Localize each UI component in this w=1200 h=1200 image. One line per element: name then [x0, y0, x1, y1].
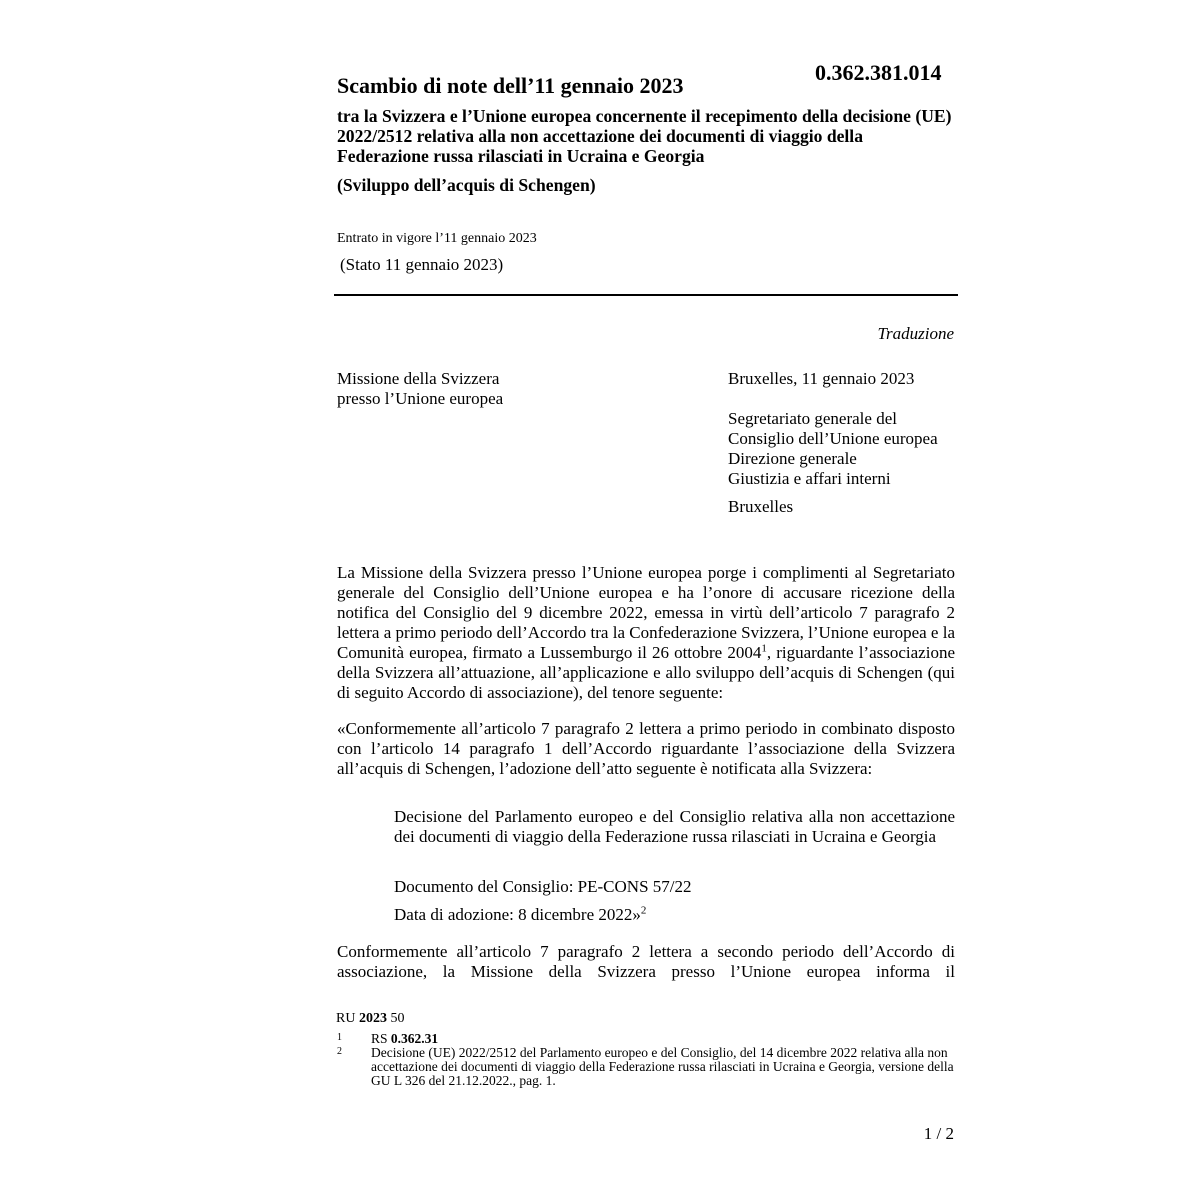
footnote-1 [337, 1032, 957, 1046]
footnotes [337, 1032, 957, 1088]
ru-year: 2023 [358, 1011, 387, 1026]
quoted-decision: Decisione del Parlamento europeo e del Consiglio relativa alla non accettazione dei documenti di viaggio della Federazione russa rilasciati in Ucraina e Georgia [394, 807, 955, 846]
recipient-line: Giustizia e affari interni [728, 469, 891, 488]
ru-page: 50 [390, 1011, 405, 1026]
paragraph-text: , riguardante l’associazione della Svizzera all’attuazione, all’applicazione e allo sviluppo dell’acquis di Schengen (qui di seguito Accordo di associazione), del tenore seguente: [337, 643, 955, 702]
footnote-text [371, 1032, 957, 1046]
quoted-date [394, 905, 955, 925]
footnote-text: Decisione (UE) 2022/2512 del Parlamento europeo e del Consiglio, del 14 dicembre 2022 relativa alla non accettazione dei documenti di viaggio della Federazione russa rilasciati in Ucraina e Georgia, versione della GU L 326 del 21.12.2022., pag. 1. [371, 1045, 954, 1088]
spacer [728, 489, 968, 497]
footnote-link[interactable]: 0.362.31 [390, 1031, 439, 1046]
document-title: Scambio di note dell’11 gennaio 2023 [337, 73, 684, 98]
footnote-2 [337, 1046, 957, 1088]
ru-prefix: RU [336, 1011, 356, 1026]
footnote-mark: 2 [337, 1046, 342, 1057]
ru-reference [336, 1011, 404, 1027]
sender-line: Missione della Svizzera [337, 369, 500, 388]
recipient-block [728, 369, 968, 517]
paragraph-3: Conformemente all’articolo 7 paragrafo 2 lettera a secondo periodo dell’Accordo di associazione, la Missione della Svizzera presso l’Unione europea informa il [337, 942, 955, 981]
footnote-prefix: RS [371, 1031, 388, 1046]
sender-block [337, 369, 637, 409]
acquis-note: (Sviluppo dell’acquis di Schengen) [337, 175, 596, 195]
document-subtitle: tra la Svizzera e l’Unione europea concernente il recepimento della decisione (UE) 2022/2512 relativa alla non accettazione dei documenti di viaggio della Federazione russa rilasciati in Ucraina e Georgia [337, 106, 952, 166]
page-number: 1 / 2 [923, 1124, 954, 1143]
status-date: (Stato 11 gennaio 2023) [340, 255, 504, 274]
spacer [728, 389, 968, 409]
quoted-document: Documento del Consiglio: PE-CONS 57/22 [394, 877, 692, 896]
header-divider [334, 294, 958, 296]
place-date: Bruxelles, 11 gennaio 2023 [728, 369, 915, 388]
recipient-line: Segretariato generale del [728, 409, 897, 428]
sr-number: 0.362.381.014 [815, 60, 942, 85]
footnote-mark: 1 [337, 1032, 342, 1043]
footnote-ref-2[interactable]: 2 [640, 904, 647, 917]
footnote-ref-1[interactable]: 1 [761, 642, 767, 655]
paragraph-text: La Missione della Svizzera presso l’Unione europea porge i complimenti al Segretariato generale del Consiglio dell’Unione europea e ha l’onore di accusare ricezione della notifica del Consiglio del 9 dicembre 2022, emessa in virtù dell’articolo 7 paragrafo 2 lettera a primo periodo dell’Accordo tra la Confederazione Svizzera, l’Unione europea e la Comunità europea, firmato a Lussemburgo il 26 ottobre 2004 [337, 563, 955, 662]
paragraph-2: «Conformemente all’articolo 7 paragrafo 2 lettera a primo periodo in combinato disposto con l’articolo 14 paragrafo 1 dell’Accordo riguardante l’associazione della Svizzera all’acquis di Schengen, l’adozione dell’atto seguente è notificata alla Svizzera: [337, 719, 955, 778]
quoted-date-text: Data di adozione: 8 dicembre 2022» [394, 905, 641, 924]
paragraph-1 [337, 563, 955, 703]
recipient-city: Bruxelles [728, 497, 794, 516]
translation-label: Traduzione [877, 324, 954, 343]
entry-into-force: Entrato in vigore l’11 gennaio 2023 [337, 231, 537, 246]
recipient-line: Consiglio dell’Unione europea [728, 429, 938, 448]
recipient-line: Direzione generale [728, 449, 857, 468]
sender-line: presso l’Unione europea [337, 389, 504, 408]
